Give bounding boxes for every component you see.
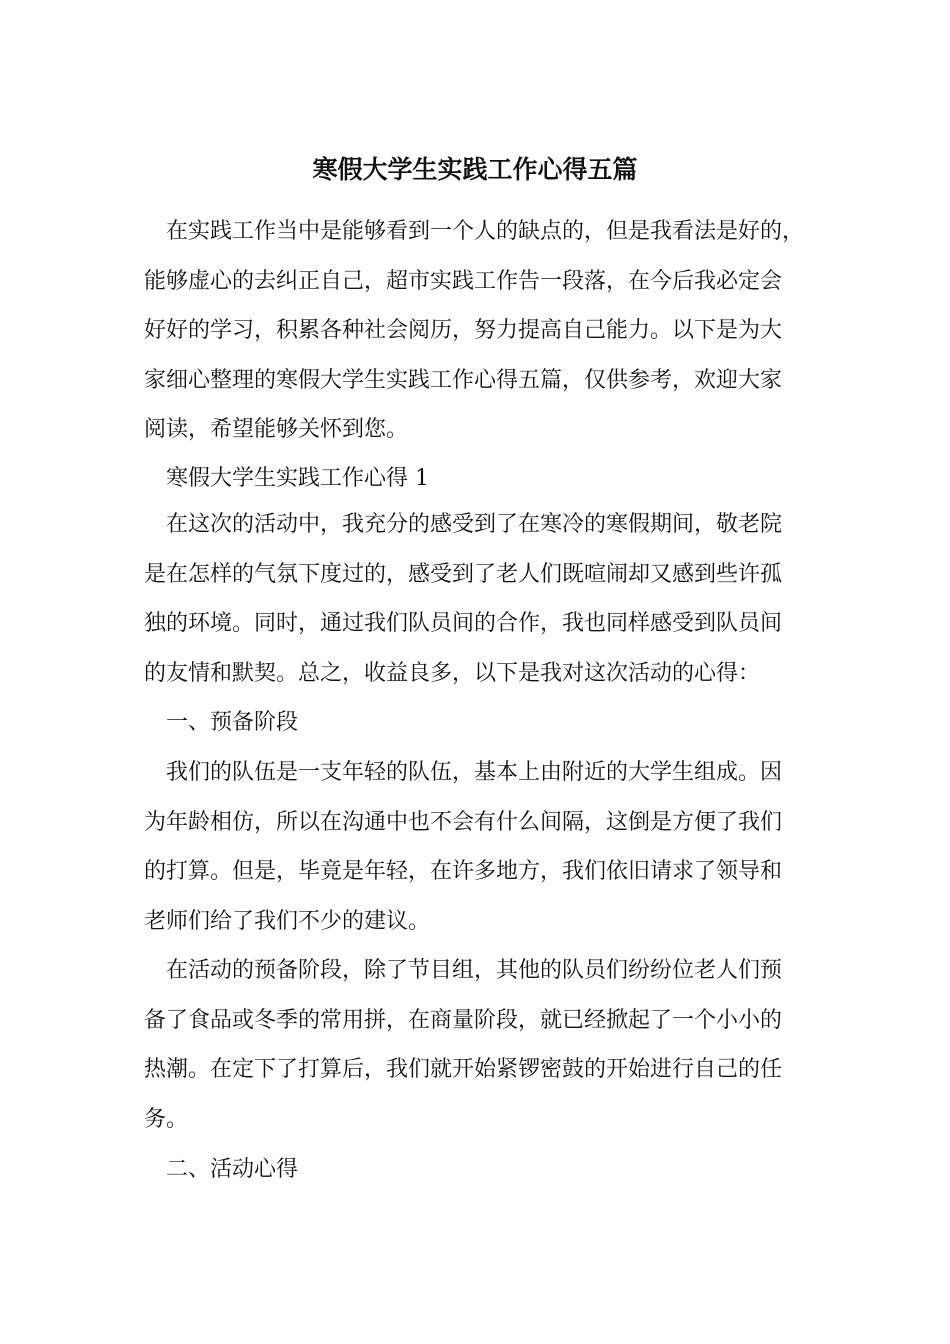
part-heading-1: 一、预备阶段 [166, 710, 299, 735]
paragraph-line: 为年龄相仿，所以在沟通中也不会有什么间隔，这倒是方便了我们 [144, 809, 783, 835]
intro-line: 好好的学习，积累各种社会阅历，努力提高自己能力。以下是为大 [144, 318, 783, 343]
paragraph-line: 务。 [144, 1106, 189, 1132]
part-heading-2: 二、活动心得 [166, 1157, 299, 1182]
paragraph-3 [144, 946, 824, 1144]
paragraph-line: 在活动的预备阶段，除了节目组，其他的队员们纷纷位老人们预 [166, 958, 783, 983]
intro-line: 家细心整理的寒假大学生实践工作心得五篇，仅供参考，欢迎大家 [144, 367, 783, 393]
document-title: 寒假大学生实践工作心得五篇 [312, 155, 638, 184]
paragraph-line: 热潮。在定下了打算后，我们就开始紧锣密鼓的开始进行自己的任 [144, 1057, 783, 1082]
section-heading-1: 寒假大学生实践工作心得 1 [166, 466, 429, 491]
paragraph-line: 是在怎样的气氛下度过的，感受到了老人们既喧闹却又感到些许孤 [144, 561, 783, 587]
paragraph-2 [144, 748, 824, 946]
paragraph-line: 独的环境。同时，通过我们队员间的合作，我也同样感受到队员间 [144, 611, 783, 636]
intro-line: 在实践工作当中是能够看到一个人的缺点的，但是我看法是好的， [166, 219, 805, 244]
paragraph-line: 的打算。但是，毕竟是年轻，在许多地方，我们依旧请求了领导和 [144, 859, 783, 884]
paragraph-line: 的友情和默契。总之，收益良多，以下是我对这次活动的心得： [144, 660, 761, 686]
intro-line: 能够虚心的去纠正自己，超市实践工作告一段落，在今后我必定会 [144, 268, 783, 294]
intro-line: 阅读，希望能够关怀到您。 [144, 417, 409, 442]
paragraph-line: 我们的队伍是一支年轻的队伍，基本上由附近的大学生组成。因 [166, 760, 783, 785]
intro-paragraph [144, 207, 824, 455]
paragraph-line: 备了食品或冬季的常用拼，在商量阶段，就已经掀起了一个小小的 [144, 1007, 783, 1033]
paragraph-1 [144, 500, 824, 698]
paragraph-line: 在这次的活动中，我充分的感受到了在寒冷的寒假期间，敬老院 [166, 512, 783, 537]
paragraph-line: 老师们给了我们不少的建议。 [144, 908, 431, 934]
